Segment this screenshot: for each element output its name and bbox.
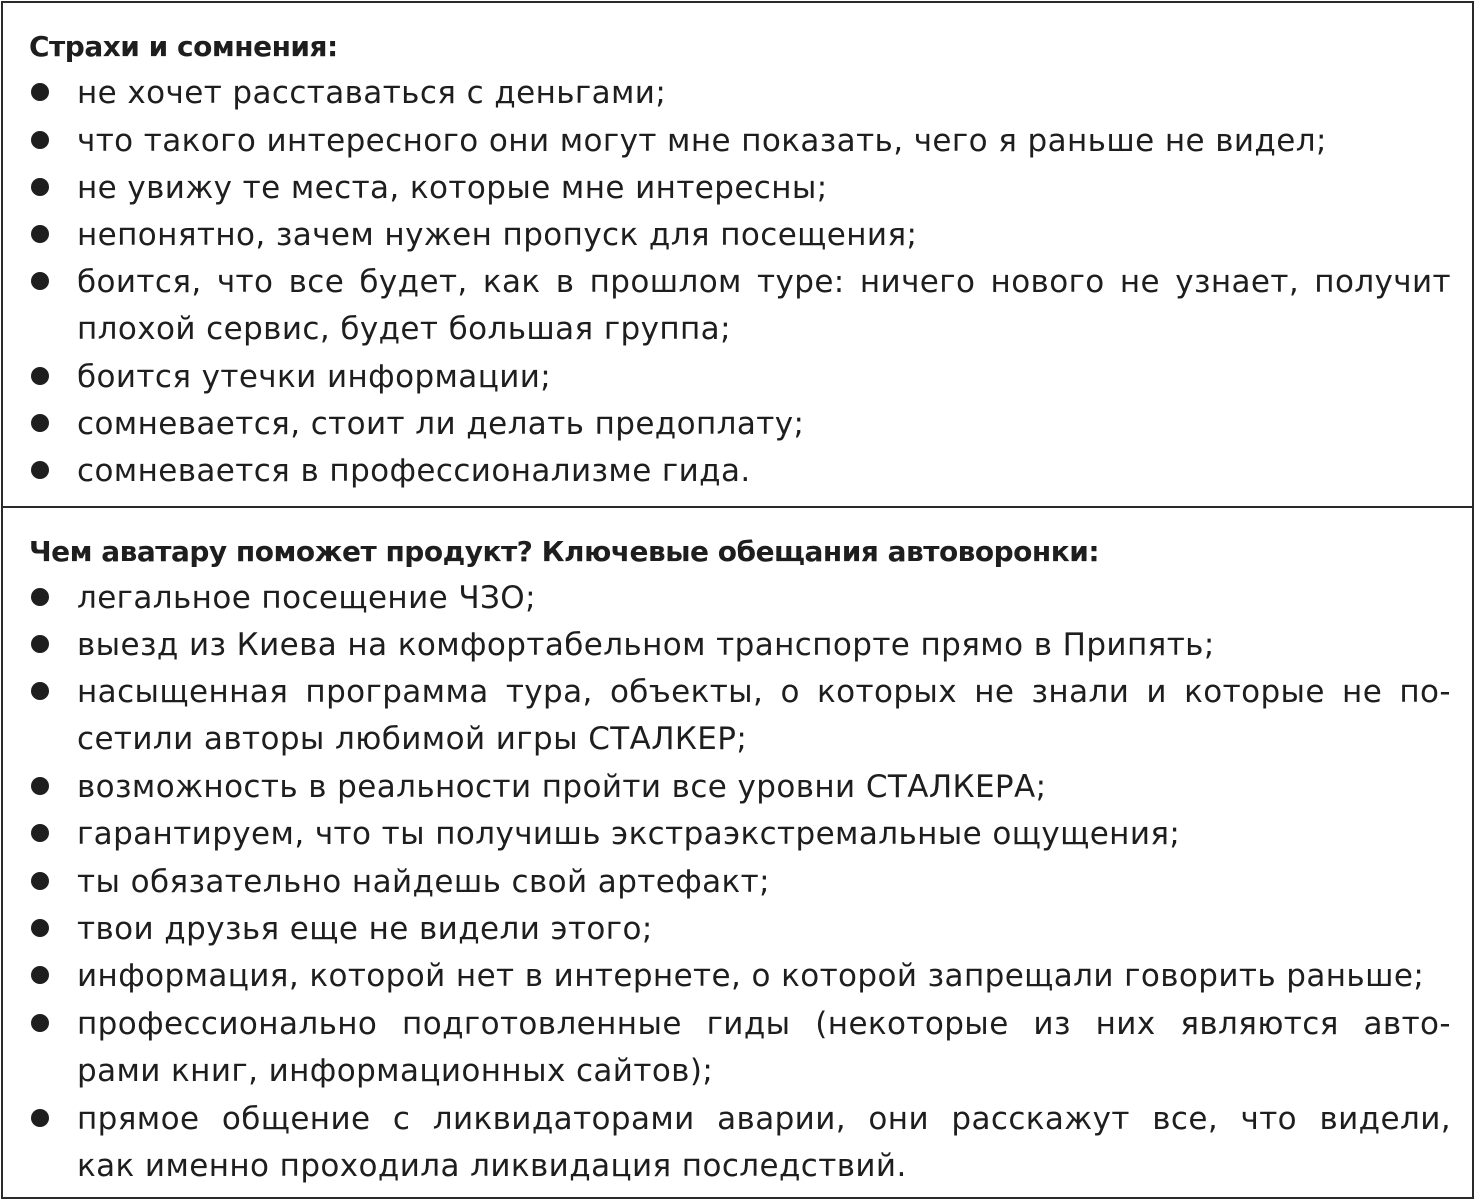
item-text: непонятно, зачем нужен пропуск для посещения; [77, 217, 918, 253]
fears-section [3, 3, 1472, 508]
content-table [1, 1, 1474, 1199]
item-text-continued: плохой сервис, будет большая группа; [77, 311, 731, 347]
promises-section [3, 508, 1472, 1197]
item-text: гарантируем, что ты получишь экстраэкстремальные ощущения; [77, 816, 1181, 852]
bullet-icon [31, 966, 49, 984]
item-text: информация, которой нет в интернете, о которой запрещали говорить раньше; [77, 958, 1425, 994]
item-text: сомневается, стоит ли делать предоплату; [77, 406, 805, 442]
bullet-icon [31, 824, 49, 842]
bullet-icon [31, 1109, 49, 1127]
item-text: профессионально подготовленные гиды (некоторые из них являются авто- [77, 1006, 1451, 1042]
bullet-icon [31, 777, 49, 795]
item-text: не хочет расставаться с деньгами; [77, 75, 667, 111]
bullet-icon [31, 414, 49, 432]
item-text: твои друзья еще не видели этого; [77, 911, 653, 947]
item-text: выезд из Киева на комфортабельном транспорте прямо в Припять; [77, 627, 1215, 663]
bullet-icon [31, 588, 49, 606]
item-text: насыщенная программа тура, объекты, о которых не знали и которые не по- [77, 674, 1451, 710]
item-text: боится, что все будет, как в прошлом туре: ничего нового не узнает, получит [77, 264, 1451, 300]
bullet-icon [31, 682, 49, 700]
bullet-icon [31, 83, 49, 101]
bullet-icon [31, 872, 49, 890]
bullet-icon [31, 635, 49, 653]
item-text-continued: сетили авторы любимой игры СТАЛКЕР; [77, 721, 748, 757]
item-text: возможность в реальности пройти все уровни СТАЛКЕРА; [77, 769, 1047, 805]
item-text: боится утечки информации; [77, 359, 552, 395]
item-text-continued: как именно проходила ликвидация последствий. [77, 1148, 907, 1184]
item-text: не увижу те места, которые мне интересны; [77, 170, 828, 206]
bullet-icon [31, 1014, 49, 1032]
item-text: ты обязательно найдешь свой артефакт; [77, 864, 770, 900]
bullet-icon [31, 131, 49, 149]
bullet-icon [31, 178, 49, 196]
bullet-icon [31, 461, 49, 479]
item-text: прямое общение с ликвидаторами аварии, они расскажут все, что видели, [77, 1101, 1451, 1137]
fears-heading: Страхи и сомнения: [29, 30, 338, 63]
item-text: сомневается в профессионализме гида. [77, 453, 751, 489]
item-text-continued: рами книг, информационных сайтов); [77, 1053, 714, 1089]
bullet-icon [31, 919, 49, 937]
item-text: легальное посещение ЧЗО; [77, 580, 536, 616]
bullet-icon [31, 367, 49, 385]
bullet-icon [31, 272, 49, 290]
bullet-icon [31, 225, 49, 243]
promises-heading: Чем аватару поможет продукт? Ключевые обещания автоворонки: [29, 535, 1100, 568]
item-text: что такого интересного они могут мне показать, чего я раньше не видел; [77, 123, 1327, 159]
